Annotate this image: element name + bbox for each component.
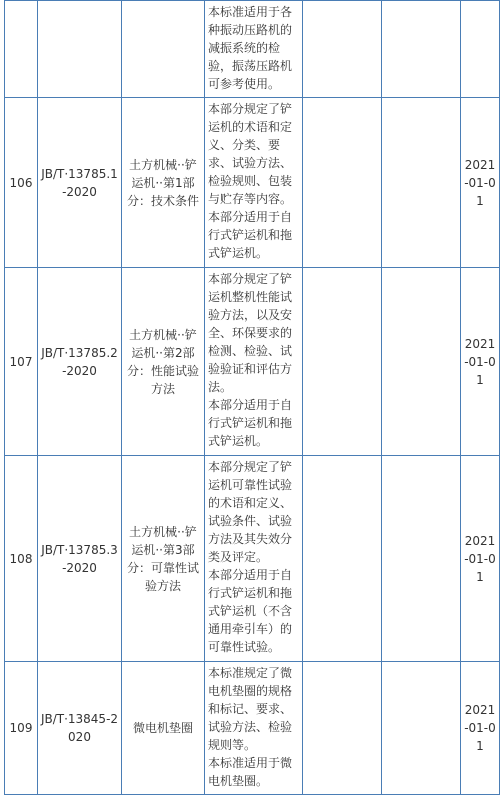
standard-code: JB/T·13785.3-2020 <box>38 456 122 662</box>
adopted-standard <box>382 662 461 795</box>
scope-paragraph: 本部分规定了铲运机的术语和定义、分类、要求、试验方法、检验规则、包装与贮存等内容。 <box>208 102 293 206</box>
standard-scope <box>205 268 303 456</box>
implementation-date: 2021-01-01 <box>461 268 500 456</box>
scope-paragraph: 本标准适用于各种振动压路机的减振系统的检验，振荡压路机可参考使用。 <box>208 5 293 91</box>
standard-scope <box>205 98 303 268</box>
row-number: 107 <box>5 268 38 456</box>
standard-code: JB/T·13845-2020 <box>38 662 122 795</box>
implementation-date: 2021-01-01 <box>461 456 500 662</box>
scope-paragraph: 本部分适用于自行式铲运机和拖式铲运机。 <box>208 210 293 260</box>
standard-code <box>38 1 122 98</box>
table-row <box>5 1 500 98</box>
replaced-standard <box>303 456 382 662</box>
scope-paragraph: 本标准适用于微电机垫圈。 <box>208 756 293 788</box>
row-number: 108 <box>5 456 38 662</box>
adopted-standard <box>382 268 461 456</box>
standard-name <box>122 1 205 98</box>
implementation-date: 2021-01-01 <box>461 98 500 268</box>
scope-paragraph: 本部分规定了铲运机整机性能试验方法，以及安全、环保要求的检测、检验、试验验证和评估方法。 <box>208 272 293 394</box>
table-row <box>5 456 500 662</box>
table-row <box>5 98 500 268</box>
standard-name: 土方机械··铲运机··第2部分：性能试验方法 <box>122 268 205 456</box>
table-row <box>5 662 500 795</box>
row-number: 106 <box>5 98 38 268</box>
standard-code: JB/T·13785.2-2020 <box>38 268 122 456</box>
standard-name: 土方机械··铲运机··第1部分：技术条件 <box>122 98 205 268</box>
implementation-date: 2021-01-01 <box>461 662 500 795</box>
replaced-standard <box>303 98 382 268</box>
adopted-standard <box>382 456 461 662</box>
adopted-standard <box>382 98 461 268</box>
implementation-date <box>461 1 500 98</box>
scope-paragraph: 本部分适用于自行式铲运机和拖式铲运机（不含通用牵引车）的可靠性试验。 <box>208 568 293 654</box>
standard-code: JB/T·13785.1-2020 <box>38 98 122 268</box>
replaced-standard <box>303 1 382 98</box>
standards-table <box>4 0 500 795</box>
adopted-standard <box>382 1 461 98</box>
standard-name: 土方机械··铲运机··第3部分：可靠性试验方法 <box>122 456 205 662</box>
table-row <box>5 268 500 456</box>
standard-scope <box>205 662 303 795</box>
standard-name: 微电机垫圈 <box>122 662 205 795</box>
scope-paragraph: 本部分适用于自行式铲运机和拖式铲运机。 <box>208 398 293 448</box>
standard-scope <box>205 1 303 98</box>
replaced-standard <box>303 662 382 795</box>
standard-scope <box>205 456 303 662</box>
row-number <box>5 1 38 98</box>
scope-paragraph: 本标准规定了微电机垫圈的规格和标记、要求、试验方法、检验规则等。 <box>208 666 293 752</box>
replaced-standard <box>303 268 382 456</box>
row-number: 109 <box>5 662 38 795</box>
scope-paragraph: 本部分规定了铲运机可靠性试验的术语和定义、试验条件、试验方法及其失效分类及评定。 <box>208 460 293 564</box>
